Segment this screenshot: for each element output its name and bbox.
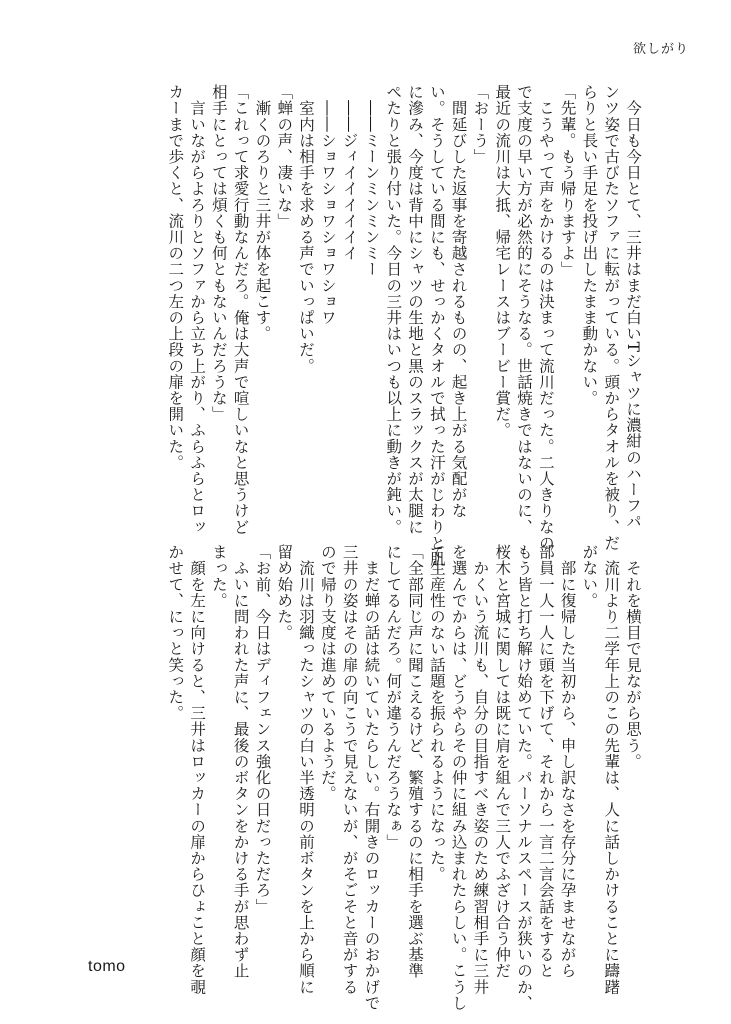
lower-text-line: 「お前、今日はディフェンス強化の日だっただろ」	[253, 544, 272, 915]
lower-text-line: がない。	[580, 544, 599, 609]
lower-text-line: かせて、にっと笑った。	[166, 544, 185, 722]
upper-text-line: 室内は相手を求める声でいっぱいだ。	[297, 84, 316, 374]
lower-text-line: 顔を左に向けると、三井はロッカーの扉からひょこと顔を覗	[188, 544, 207, 995]
lower-text-line: て生産性のない話題を振られるようになった。	[427, 544, 446, 883]
lower-text-line: 留め始めた。	[275, 544, 294, 641]
upper-text-line: カーまで歩くと、流川の二つ左の上段の扉を開いた。	[166, 84, 185, 471]
upper-text-block	[83, 84, 643, 567]
upper-text-line: 相手にとっては煩くも何ともないんだろうな」	[209, 84, 228, 423]
upper-text-line: ――ショワショワショワショワ	[318, 84, 337, 326]
upper-text-line: 間延びした返事を寄越されるものの、起き上がる気配がな	[449, 84, 468, 519]
upper-text-line: ンツ姿で古びたソファに転がっている。頭からタオルを被り、だ	[602, 84, 621, 551]
upper-text-line: 言いながらよろりとソファから立ち上がり、ふらふらとロッ	[188, 84, 207, 535]
upper-text-line: ――ジィイイイイイイ	[340, 84, 359, 262]
upper-text-line: 「おーう」	[471, 84, 490, 165]
upper-text-line: 今日も今日とて、三井はまだ白いTシャツに濃紺のハーフパ	[624, 84, 642, 530]
lower-text-line: まった。	[209, 544, 228, 609]
lower-text-line: 部に復帰した当初から、申し訳なさを存分に孕ませながら	[558, 544, 577, 979]
upper-text-line: 漸くのろりと三井が体を起こす。	[253, 84, 272, 342]
upper-text-line: ぺたりと張り付いた。今日の三井はいつも以上に動きが鈍い。	[384, 84, 403, 535]
upper-text-line: 「蝉の声、凄いな」	[275, 84, 294, 229]
upper-text-line: 「これって求愛行動なんだろ。俺は大声で喧しいなと思うけど	[231, 84, 250, 535]
upper-text-line: こうやって声をかけるのは決まって流川だった。二人きりなの	[536, 84, 555, 551]
lower-text-line: 流川より二学年上のこの先輩は、人に話しかけることに躊躇	[602, 544, 621, 995]
author-name: tomo	[88, 958, 126, 975]
lower-text-line: それを横目で見ながら思う。	[624, 544, 642, 770]
lower-text-line: かくいう流川も、自分の目指すべき姿のため練習相手に三井	[471, 544, 490, 995]
lower-text-line: 「全部同じ声に聞こえるけど、繁殖するのに相手を選ぶ基準	[406, 544, 425, 979]
lower-text-line: 流川は羽織ったシャツの白い半透明の前ボタンを上から順に	[297, 544, 316, 995]
lower-text-line: 桜木と宮城に関しては既に肩を組んで三人でふざけ合う仲だ	[493, 544, 512, 979]
lower-text-line: 部員一人一人に頭を下げて、それから一言二言会話をすると	[536, 544, 555, 979]
upper-text-line: らりと長い手足を投げ出したまま動かない。	[580, 84, 599, 406]
upper-text-line: に滲み、今度は背中にシャツの生地と黒のスラックスが太腿に	[406, 84, 425, 535]
lower-text-line: まだ蝉の話は続いていたらしい。右開きのロッカーのおかげで	[362, 544, 381, 1011]
upper-text-line: 「先輩。もう帰りますよ」	[558, 84, 577, 278]
upper-text-line: い。そうしている間にも、せっかくタオルで拭った汗がじわりと肌	[427, 84, 446, 567]
upper-text-line: で支度の早い方が必然的にそうなる。世話焼きではないのに、	[515, 84, 534, 535]
lower-text-line: もう皆と打ち解け始めていた。パーソナルスペースが狭いのか、	[515, 544, 534, 1011]
lower-text-line: を選んでからは、どうやらその仲に組み込まれたらしい。こうし	[449, 544, 468, 1011]
upper-text-line: 最近の流川は大抵、帰宅レースはブービー賞だ。	[493, 84, 512, 439]
lower-text-line: ので帰り支度は進めているようだ。	[318, 544, 337, 802]
page-title: 欲しがり	[632, 42, 689, 57]
lower-text-line: ふいに問われた声に、最後のボタンをかける手が思わず止	[231, 544, 250, 979]
upper-text-line: ――ミーンミンミンミー	[362, 84, 381, 278]
lower-text-line: 三井の姿はその扉の向こうで見えないが、がそごそと音がする	[340, 544, 359, 995]
lower-text-line: にしてるんだろ。何が違うんだろうなぁ」	[384, 544, 403, 850]
